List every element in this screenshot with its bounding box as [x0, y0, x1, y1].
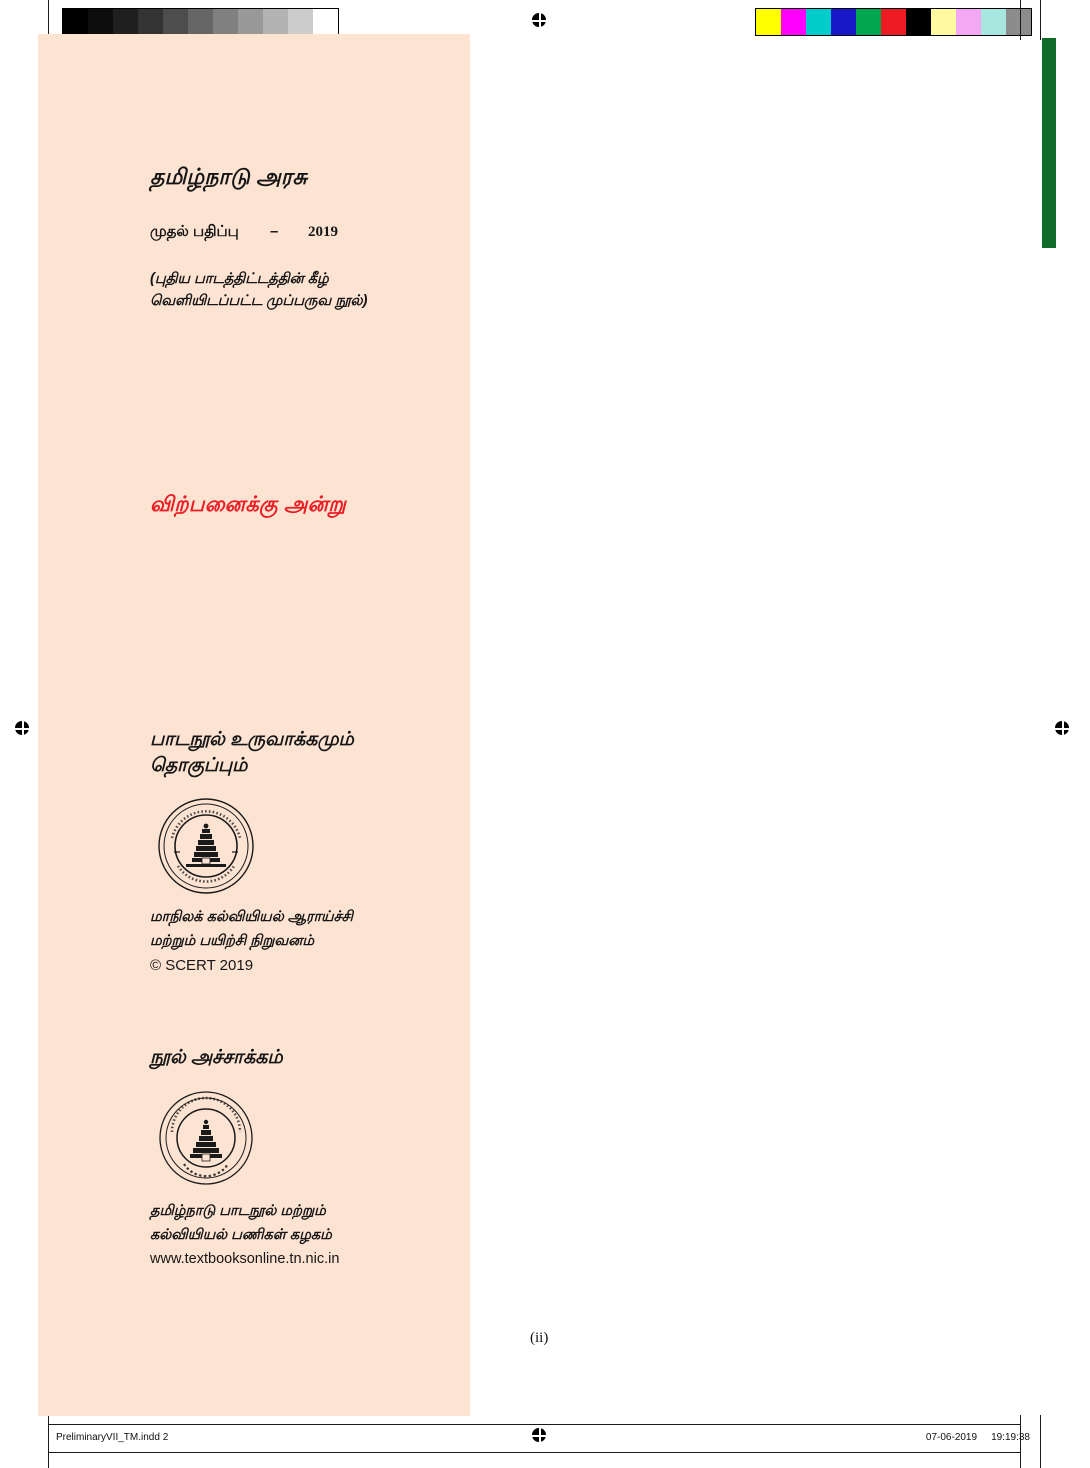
- grayscale-swatch: [163, 9, 188, 35]
- tn-textbook-corporation-seal-emblem: [156, 1088, 450, 1188]
- preparation-heading-line2: தொகுப்பும்: [150, 754, 248, 776]
- page-folio-number: (ii): [530, 1330, 549, 1346]
- registration-mark-icon: [529, 10, 551, 32]
- footer-divider: [48, 1424, 1020, 1425]
- edition-dash: –: [270, 223, 279, 240]
- color-swatch: [806, 9, 831, 35]
- book-page-sheet: [38, 34, 470, 1416]
- printing-block: [150, 1045, 450, 1272]
- registration-mark-icon: [12, 718, 34, 740]
- grayscale-calibration-strip: [62, 8, 339, 36]
- edition-note-line1: (புதிய பாடத்திட்டத்தின் கீழ்: [150, 271, 329, 287]
- edition-label: முதல் பதிப்பு: [150, 223, 239, 240]
- not-for-sale-notice: விற்பனைக்கு அன்று: [150, 492, 347, 516]
- printing-heading: நூல் அச்சாக்கம்: [150, 1046, 283, 1068]
- color-swatch: [881, 9, 906, 35]
- registration-mark-icon: [529, 1425, 551, 1447]
- scert-organisation-text: [150, 906, 450, 979]
- color-swatch: [906, 9, 931, 35]
- footer-divider: [48, 1452, 1020, 1453]
- footer-timestamp: [926, 1432, 1030, 1443]
- color-swatch: [831, 9, 856, 35]
- scert-line2: மற்றும் பயிற்சி நிறுவனம்: [150, 933, 315, 950]
- footer-date: 07-06-2019: [925, 1432, 978, 1443]
- grayscale-swatch: [213, 9, 238, 35]
- printer-website-url[interactable]: www.textbooksonline.tn.nic.in: [150, 1251, 340, 1268]
- grayscale-swatch: [188, 9, 213, 35]
- color-swatch: [931, 9, 956, 35]
- scert-copyright: © SCERT 2019: [150, 957, 254, 975]
- printer-line2: கல்வியியல் பணிகள் கழகம்: [150, 1227, 332, 1244]
- scert-line1: மாநிலக் கல்வியியல் ஆராய்ச்சி: [150, 909, 353, 926]
- crop-mark: [1040, 0, 1041, 40]
- page-title: தமிழ்நாடு அரசு: [150, 164, 308, 189]
- grayscale-swatch: [138, 9, 163, 35]
- color-swatch: [981, 9, 1006, 35]
- grayscale-swatch: [88, 9, 113, 35]
- crop-mark: [1040, 1415, 1041, 1468]
- edition-year: 2019: [308, 224, 338, 240]
- grayscale-swatch: [113, 9, 138, 35]
- edition-note: [150, 268, 450, 313]
- color-swatch: [956, 9, 981, 35]
- grayscale-swatch: [288, 9, 313, 35]
- color-swatch: [781, 9, 806, 35]
- edition-row: [150, 223, 450, 242]
- color-swatch: [856, 9, 881, 35]
- footer-filename: PreliminaryVII_TM.indd 2: [56, 1432, 169, 1443]
- edition-note-line2: வெளியிடப்பட்ட முப்பருவ நூல்): [150, 293, 368, 310]
- scert-seal-emblem: [156, 796, 450, 896]
- printer-organisation-text: [150, 1200, 450, 1272]
- page-content: [150, 164, 450, 1272]
- registration-mark-icon: [1052, 718, 1074, 740]
- spine-color-bar: [1042, 38, 1056, 248]
- color-swatch: [1006, 9, 1031, 35]
- crop-mark: [48, 1415, 49, 1468]
- grayscale-swatch: [238, 9, 263, 35]
- footer-time: 19:19:38: [991, 1432, 1030, 1443]
- crop-mark: [1020, 0, 1021, 40]
- color-swatch: [756, 9, 781, 35]
- preparation-heading-line1: பாடநூல் உருவாக்கமும்: [150, 728, 354, 750]
- preparation-block: [150, 727, 450, 979]
- color-calibration-strip: [755, 8, 1032, 36]
- grayscale-swatch: [263, 9, 288, 35]
- preparation-heading: [150, 727, 450, 778]
- grayscale-swatch: [313, 9, 338, 35]
- grayscale-swatch: [63, 9, 88, 35]
- printer-line1: தமிழ்நாடு பாடநூல் மற்றும்: [150, 1203, 326, 1220]
